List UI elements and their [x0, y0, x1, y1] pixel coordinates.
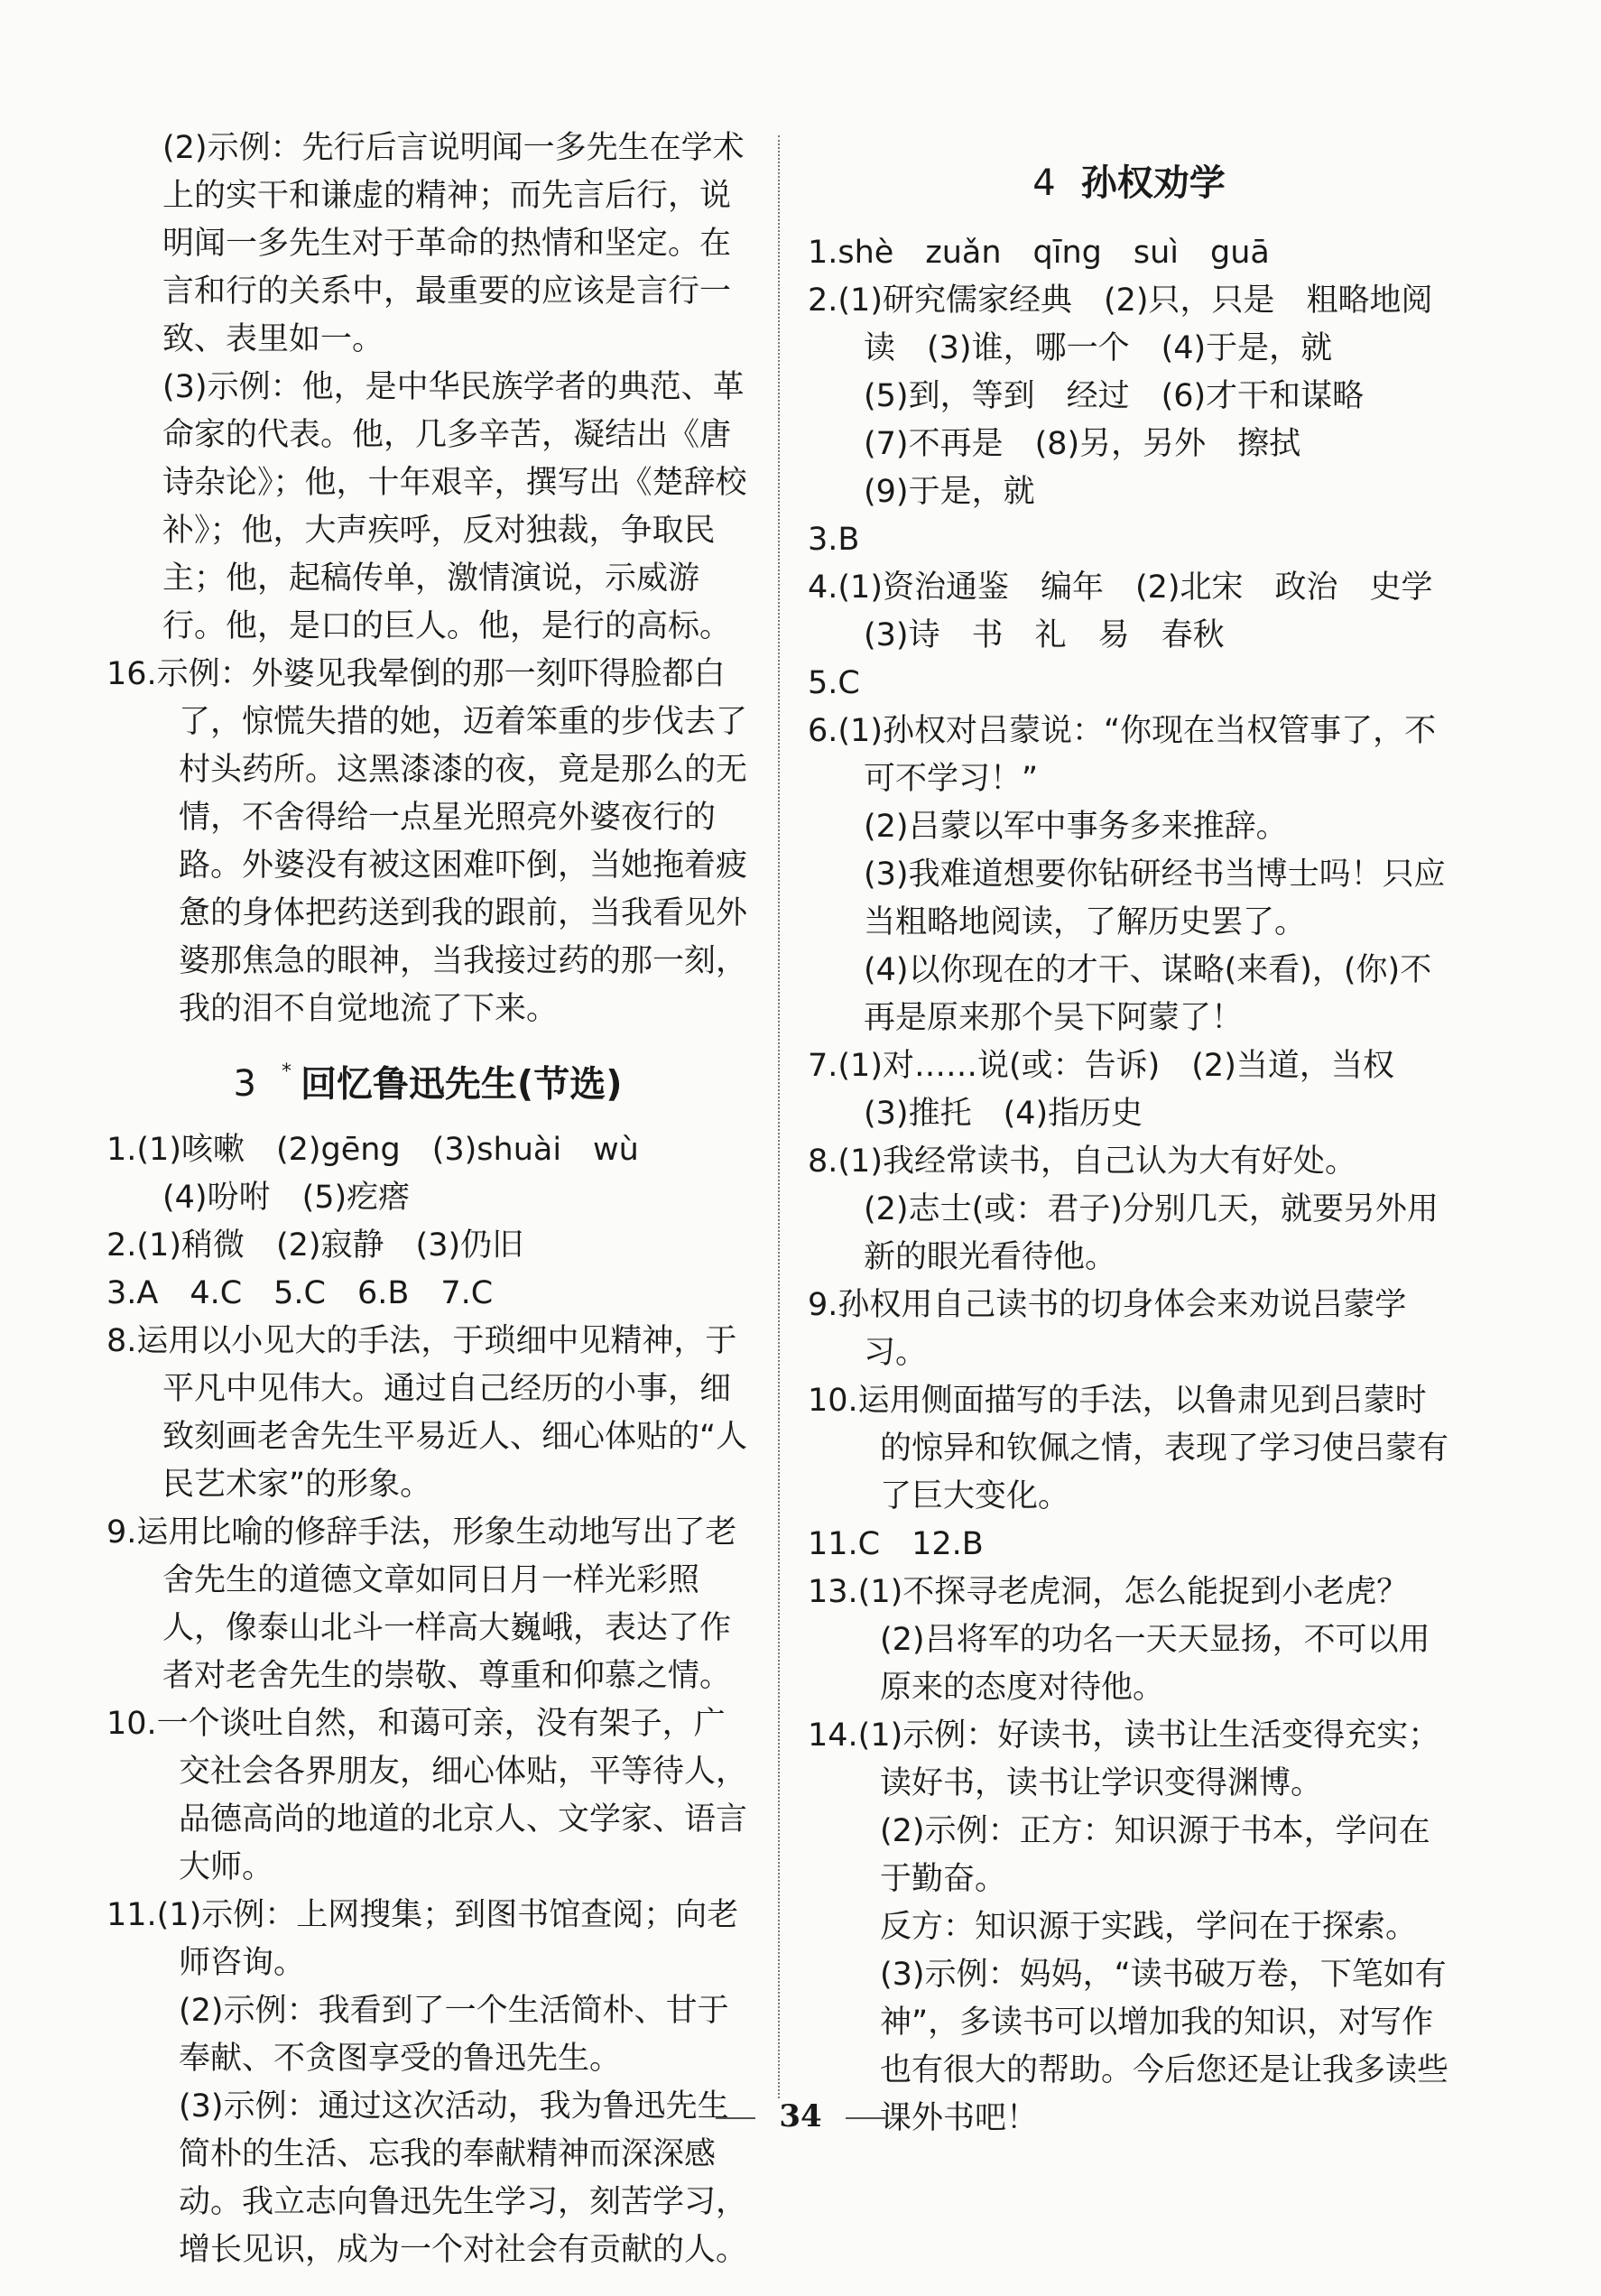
answer-line: 6.(1)孙权对吕蒙说：“你现在当权管事了，不可不学习！” — [808, 713, 1437, 797]
answer-line: (3)我难道想要你钻研经书当博士吗！只应当粗略地阅读，了解历史罢了。 — [864, 856, 1446, 940]
answer-line: 16.示例：外婆见我晕倒的那一刻吓得脸都白了，惊慌失措的她，迈着笨重的步伐去了村头药所。这黑漆漆的夜，竟是那么的无情，不舍得给一点星光照亮外婆夜行的路。外婆没有被这困难吓倒，当她拖着疲惫的身体把药送到我的跟前，当我看见外婆那焦急的眼神，当我接过药的那一刻，我的泪不自觉地流了下来。 — [106, 656, 748, 1027]
answer-line: (4)吩咐 (5)疙瘩 — [162, 1180, 411, 1217]
footer-dash-right — [846, 2117, 885, 2119]
answer-line: 11.C 12.B — [808, 1526, 984, 1562]
answer-line: (2)示例：正方：知识源于书本，学问在于勤奋。 — [880, 1813, 1430, 1897]
answer-line: (2)示例：先行后言说明闻一多先生在学术上的实干和谦虚的精神；而先言后行，说明闻一多先生对于革命的热情和坚定。在言和行的关系中，最重要的应该是言行一致、表里如一。 — [162, 130, 745, 357]
page-footer — [0, 2098, 1601, 2134]
answer-line: 3.B — [808, 522, 860, 558]
column-divider — [778, 135, 780, 2098]
answer-line: (4)以你现在的才干、谋略(来看)，(你)不再是原来那个吴下阿蒙了！ — [864, 952, 1432, 1036]
answer-line: 9.运用比喻的修辞手法，形象生动地写出了老舍先生的道德文章如同日月一样光彩照人，像泰山北斗一样高大巍峨，表达了作者对老舍先生的崇敬、尊重和仰慕之情。 — [106, 1514, 737, 1695]
answer-line: (7)不再是 (8)另，另外 擦拭 — [864, 426, 1301, 462]
answer-line: 7.(1)对……说(或：告诉) (2)当道，当权 — [808, 1048, 1394, 1084]
section-mark: * — [281, 1060, 292, 1083]
right-column — [808, 125, 1465, 2143]
answer-line: 5.C — [808, 665, 860, 701]
answer-line: 14.(1)示例：好读书，读书让生活变得充实；读好书，读书让学识变得渊博。 — [808, 1717, 1440, 1801]
answer-line: 2.(1)研究儒家经典 (2)只，只是 粗略地阅读 (3)谁，哪一个 (4)于是，就 — [808, 282, 1433, 366]
answer-line: 2.(1)稍微 (2)寂静 (3)仍旧 — [106, 1227, 524, 1264]
answer-line: 10.运用侧面描写的手法，以鲁肃见到吕蒙时的惊异和钦佩之情，表现了学习使吕蒙有了巨大变化。 — [808, 1383, 1449, 1514]
footer-dash-left — [716, 2117, 755, 2119]
answer-line: (2)志士(或：君子)分别几天，就要另外用新的眼光看待他。 — [864, 1191, 1439, 1275]
answer-line: 13.(1)不探寻老虎洞，怎么能捉到小老虎？ — [808, 1574, 1409, 1610]
answer-line: (3)示例：他，是中华民族学者的典范、革命家的代表。他，几多辛苦，凝结出《唐诗杂论》；他，十年艰辛，撰写出《楚辞校补》；他，大声疾呼，反对独裁，争取民主；他，起稿传单，激情演说，示威游行。他，是口的巨人。他，是行的高标。 — [162, 369, 747, 644]
section-heading: 回忆鲁迅先生(节选) — [300, 1063, 623, 1106]
right-answers-section-4 — [808, 229, 1465, 2143]
answer-line: (2)吕将军的功名一天天显扬，不可以用原来的态度对待他。 — [880, 1622, 1430, 1706]
answer-line: 4.(1)资治通鉴 编年 (2)北宋 政治 史学 (3)诗 书 礼 易 春秋 — [808, 569, 1465, 653]
answer-line: (5)到，等到 经过 (6)才干和谋略 — [864, 378, 1365, 414]
answer-line: 反方：知识源于实践，学问在于探索。 — [880, 1909, 1418, 1945]
section-heading: 孙权劝学 — [1080, 162, 1226, 204]
left-column — [106, 125, 749, 2274]
answer-line: (2)吕蒙以军中事务多来推辞。 — [864, 809, 1288, 845]
answer-line: (3)示例：妈妈，“读书破万卷，下笔如有神”，多读书可以增加我的知识，对写作也有很大的帮助。今后您还是让我多读些课外书吧！ — [880, 1957, 1449, 2136]
answer-line: (3)推托 (4)指历史 — [864, 1096, 1143, 1132]
answer-line: 1.shè zuǎn qīng suì guā — [808, 235, 1270, 271]
answer-line: 1.(1)咳嗽 (2)gēng (3)shuài wù — [106, 1132, 639, 1169]
answer-line: (9)于是，就 — [864, 474, 1035, 510]
section-number: 4 — [1032, 162, 1056, 204]
answer-line: 11.(1)示例：上网搜集；到图书馆查阅；向老师咨询。 — [106, 1897, 739, 1982]
section-number: 3 — [233, 1063, 256, 1106]
answer-line: 8.(1)我经常读书，自己认为大有好处。 — [808, 1143, 1356, 1180]
section-title-3 — [106, 1041, 749, 1121]
section-title-4 — [808, 146, 1450, 220]
answer-line: (3)示例：通过这次活动，我为鲁迅先生简朴的生活、忘我的奉献精神而深深感动。我立志向鲁迅先生学习，刻苦学习，增长见识，成为一个对社会有贡献的人。 — [179, 2088, 748, 2269]
answer-line: 8.运用以小见大的手法，于琐细中见精神，于平凡中见伟大。通过自己经历的小事，细致刻画老舍先生平易近人、细心体贴的“人民艺术家”的形象。 — [106, 1323, 748, 1504]
answer-line: 9.孙权用自己读书的切身体会来劝说吕蒙学习。 — [808, 1287, 1407, 1371]
answer-line: 10.一个谈吐自然，和蔼可亲，没有架子，广交社会各界朋友，细心体贴，平等待人，品德高尚的地道的北京人、文学家、语言大师。 — [106, 1706, 748, 1886]
page-number: 34 — [779, 2098, 822, 2134]
answer-line: 3.A 4.C 5.C 6.B 7.C — [106, 1275, 494, 1312]
left-answers-continued — [106, 125, 749, 1033]
answer-line: (2)示例：我看到了一个生活简朴、甘于奉献、不贪图享受的鲁迅先生。 — [179, 1993, 729, 2078]
